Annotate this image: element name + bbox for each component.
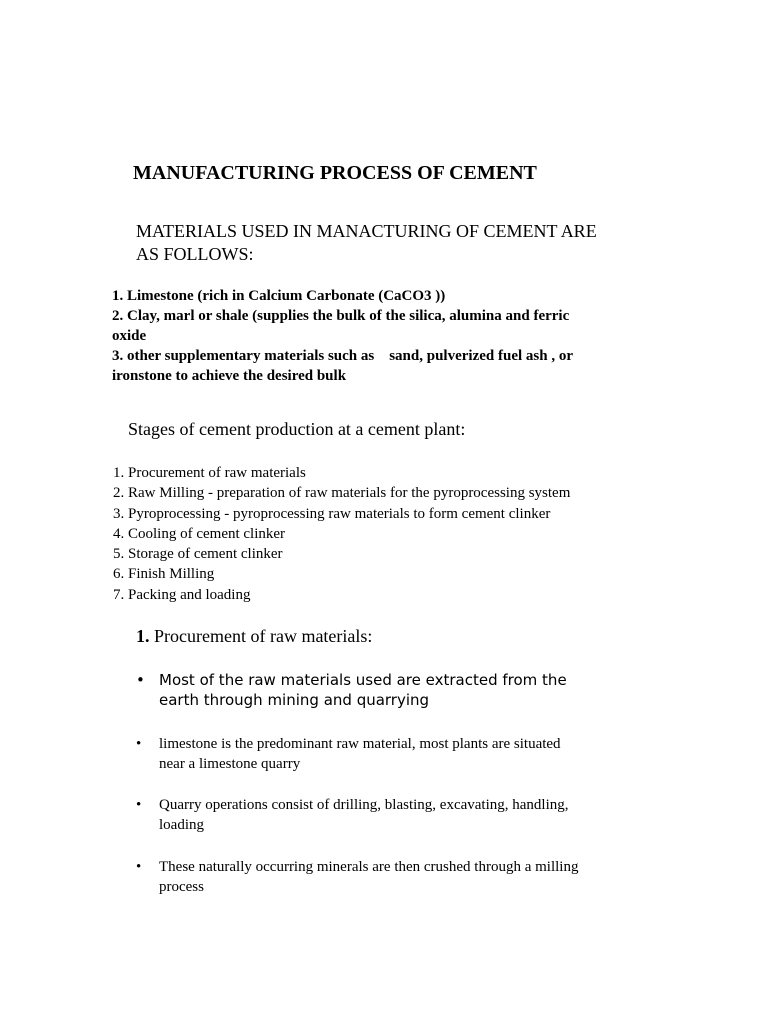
stage-item: 1. Procurement of raw materials bbox=[113, 465, 306, 481]
bullet-text-line: earth through mining and quarrying bbox=[159, 691, 430, 709]
bullet-text-line: loading bbox=[159, 817, 204, 833]
page-title: MANUFACTURING PROCESS OF CEMENT bbox=[133, 162, 537, 184]
stage-item: 5. Storage of cement clinker bbox=[113, 546, 283, 563]
bullet-text-line: These naturally occurring minerals are then crushed through a milling bbox=[159, 859, 579, 875]
materials-list-line: oxide bbox=[112, 328, 147, 344]
bullet-text-line: Most of the raw materials used are extracted from the bbox=[159, 671, 567, 689]
materials-list-line: 1. Limestone (rich in Calcium Carbonate (CaCO3 )) bbox=[112, 288, 446, 304]
materials-intro-line: AS FOLLOWS: bbox=[136, 244, 254, 264]
section-number: 1. bbox=[136, 626, 150, 646]
bullet-icon: • bbox=[136, 859, 142, 875]
materials-list-line: 3. other supplementary materials such as sand, pulverized fuel ash , or bbox=[112, 348, 573, 364]
materials-list-line: ironstone to achieve the desired bulk bbox=[112, 368, 347, 384]
bullet-text-line: Quarry operations consist of drilling, blasting, excavating, handling, bbox=[159, 797, 569, 813]
section-title: Procurement of raw materials: bbox=[154, 626, 373, 646]
bullet-icon: • bbox=[136, 736, 142, 752]
stage-item: 3. Pyroprocessing - pyroprocessing raw materials to form cement clinker bbox=[113, 505, 551, 522]
stage-item: 2. Raw Milling - preparation of raw materials for the pyroprocessing system bbox=[113, 485, 571, 502]
bullet-text-line: near a limestone quarry bbox=[159, 756, 301, 772]
section-heading bbox=[136, 626, 372, 647]
materials-list bbox=[112, 286, 672, 386]
bullet-icon: • bbox=[136, 671, 145, 689]
materials-intro bbox=[136, 220, 696, 266]
stage-item: 4. Cooling of cement clinker bbox=[113, 525, 286, 542]
stage-item: 7. Packing and loading bbox=[113, 586, 251, 603]
bullet-text bbox=[159, 734, 674, 774]
bullet-text bbox=[159, 795, 674, 835]
stages-list bbox=[113, 463, 570, 605]
bullet-text bbox=[159, 670, 674, 710]
bullet-icon: • bbox=[136, 797, 142, 813]
stages-heading: Stages of cement production at a cement plant: bbox=[128, 419, 466, 439]
bullet-text-line: limestone is the predominant raw material, most plants are situated bbox=[159, 736, 561, 752]
materials-intro-line: MATERIALS USED IN MANACTURING OF CEMENT ARE bbox=[136, 221, 597, 241]
materials-list-line: 2. Clay, marl or shale (supplies the bulk of the silica, alumina and ferric bbox=[112, 308, 570, 324]
stage-item: 6. Finish Milling bbox=[113, 566, 215, 583]
bullet-text bbox=[159, 857, 674, 897]
bullet-text-line: process bbox=[159, 879, 204, 895]
